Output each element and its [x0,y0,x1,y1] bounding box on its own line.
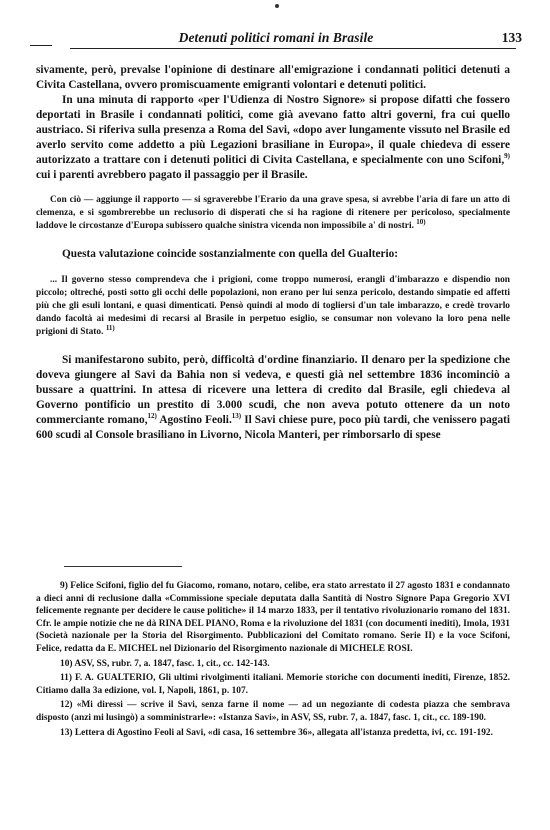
running-header [30,30,522,54]
note-ref-9: 9) [504,152,510,161]
paragraph-2-tail: cui i parenti avrebbero pagato il passaggio per il Brasile. [36,169,308,181]
footnote-9: 9) Felice Scifoni, figlio del fu Giacomo, romano, notaro, celibe, era stato arrestato il 27 agosto 1831 e condannato a dieci anni di reclusione dalla «Commissione speciale deputata dalla Santità di Nostro Signore Papa Gregorio XVI felicemente regnante per decidere le cause politiche» il 14 marzo 1833, per il tentativo rivoluzionario romano del 1831. Cfr. le ampie notizie che ne dà RINA DEL PIANO, Roma e la rivoluzione del 1831 (con documenti inediti), Imola, 1931 (Società nazionale per la Storia del Risorgimento. Pubblicazioni del Comitato romano. Serie II) e la voce Scifoni, Felice, redatta da E. MICHEL nel Dizionario del Risorgimento nazionale di MICHELE ROSI. [36,581,510,654]
note-ref-10: 10) [416,217,426,226]
paragraph-4-a: Si manifestarono subito, però, difficoltà d'ordine finanziario. Il denaro per la spedizione che doveva giungere al Savi da Bahia non si vedeva, e questi già nel settembre 1836 incominciò a bussare a quattrini. In attesa di ricevere una lettera di credito dal Brasile, egli chiedeva al Governo pontificio un prestito di 3.000 scudi, che non aveva potuto ottenere da un noto commerciante romano, [36,354,510,426]
paragraph-2-text: In una minuta di rapporto «per l'Udienza di Nostro Signore» si propose difatti che fossero deportati in Brasile i condannati politici, come già avevano fatto altri governi, fra cui quello austriaco. Si riferiva sulla presenza a Roma del Savi, «dopo aver lungamente vissuto nel Brasile ed averlo servito come addetto a più Legazioni brasiliane in Europa», il quale chiedeva di essere autorizzato a trattare con i detenuti politici di Civita Castellana, e specialmente con uno Scifoni, [36,94,510,166]
page-number: 133 [501,30,522,45]
note-ref-11: 11) [105,323,115,332]
paragraph-4-b: Agostino Feoli. [156,414,232,426]
block-quote-2 [36,274,510,339]
footnotes [36,580,510,741]
header-underline [70,48,516,49]
running-title: Detenuti politici romani in Brasile [178,30,374,45]
paragraph-4 [36,353,510,443]
block-quote-2-text: ... Il governo stesso comprendeva che i prigioni, come troppo numerosi, erangli d'imbarazzo e dispendio non piccolo; oltreché, posti sotto gli occhi delle popolazioni, non erano per lui senza pericolo, destando simpatie ed affetti più che gli esuli lontani, e quasi dimenticati. Pensò quindi al modo di togliersi d'un tale imbarazzo, e credè trovarlo dando facoltà ai medesimi di recarsi al Brasile in perpetuo esiglio, se consumar non volevano la loro pena nelle prigioni di Stato. [36,275,510,337]
block-quote-1-text: Con ciò — aggiunge il rapporto — si sgraverebbe l'Erario da una grave spesa, si avrebbe l'aria di fare un atto di clemenza, e si sgombrerebbe un reclusorio di disperati che si ha ragione di ritenere per pericoloso, specialmente laddove le circostanze d'Europa subissero qualche sinistra vicenda non impossibile a' di nostri. [36,195,510,231]
note-ref-12: 12) [147,412,157,421]
printer-mark [275,4,279,8]
paragraph-2 [36,93,510,183]
footnote-separator [64,566,182,567]
footnote-11: 11) F. A. GUALTERIO, Gli ultimi rivolgimenti italiani. Memorie storiche con documenti inediti, Firenze, 1852. Citiamo dalla 3a edizione, vol. I, Napoli, 1861, p. 107. [36,673,510,696]
paragraph-3: Questa valutazione coincide sostanzialmente con quella del Gualterio: [62,248,399,260]
paragraph-1: sivamente, però, prevalse l'opinione di destinare all'emigrazione i condannati politici detenuti a Civita Castellana, ovvero promiscuamente emigranti volontari e detenuti politici. [36,64,510,91]
footnote-10: 10) ASV, SS, rubr. 7, a. 1847, fasc. 1, cit., cc. 142-143. [60,658,270,669]
footnote-12: 12) «Mi diressi — scrive il Savi, senza farne il nome — ad un negoziante di codesta piazza che sembrava disposto (anzi mi lusingò) a somministrarle»: «Istanza Savi», in ASV, SS, rubr. 7, a. 1847, fasc. 1, cit., cc. 189-190. [36,700,510,723]
block-quote-1 [36,194,510,233]
note-ref-13: 13) [231,412,242,421]
main-text [36,63,510,443]
paragraph-4-c: Il Savi chiese pure, poco più tardi, che venissero pagati 600 scudi al Console brasiliano in Livorno, Nicola Manteri, per rimborsarlo di spese [36,414,511,441]
footnote-13: 13) Lettera di Agostino Feoli al Savi, «di casa, 16 settembre 36», allegata all'istanza predetta, ivi, cc. 191-192. [60,727,493,738]
